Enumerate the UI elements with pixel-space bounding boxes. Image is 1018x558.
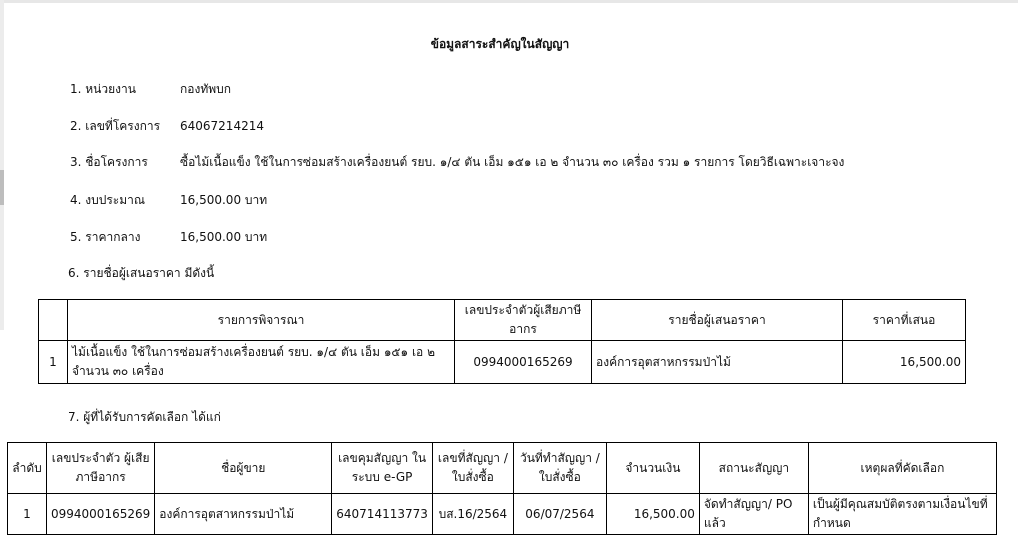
- col-header-bidder: รายชื่อผู้เสนอราคา: [592, 300, 843, 341]
- field-label: 5. ราคากลาง: [70, 230, 141, 244]
- col-header-tax-id: เลขประจำตัว ผู้เสียภาษีอากร: [47, 443, 155, 494]
- col-header-contract-date: วันที่ทำสัญญา / ใบสั่งซื้อ: [513, 443, 606, 494]
- page-title: ข้อมูลสาระสำคัญในสัญญา: [430, 37, 570, 51]
- cell-tax-id: 0994000165269: [455, 341, 592, 384]
- bidders-heading: 6. รายชื่อผู้เสนอราคา มีดังนี้: [68, 266, 215, 280]
- field-project-number: [70, 117, 264, 136]
- cell-contract-date: 06/07/2564: [513, 494, 606, 535]
- winners-table: [7, 442, 997, 535]
- field-value: 16,500.00 บาท: [180, 230, 268, 244]
- field-project-name: [70, 153, 844, 172]
- table-row: [39, 341, 966, 384]
- field-label: 4. งบประมาณ: [70, 193, 146, 207]
- col-header-order: ลำดับ: [8, 443, 47, 494]
- left-edge-marker: [0, 170, 4, 205]
- field-agency: [70, 80, 231, 99]
- bidders-table: [38, 299, 966, 384]
- col-header-item: รายการพิจารณา: [68, 300, 455, 341]
- col-header-egp-number: เลขคุมสัญญา ในระบบ e-GP: [332, 443, 433, 494]
- col-header-contract-number: เลขที่สัญญา / ใบสั่งซื้อ: [432, 443, 513, 494]
- field-median-price: [70, 228, 267, 247]
- cell-item: ไม้เนื้อแข็ง ใช้ในการซ่อมสร้างเครื่องยนต์ รยบ. ๑/๔ ตัน เอ็ม ๑๕๑ เอ ๒ จำนวน ๓๐ เครื่อง: [68, 341, 455, 384]
- cell-egp-number: 640714113773: [332, 494, 433, 535]
- col-header-amount: จำนวนเงิน: [606, 443, 699, 494]
- col-header-reason: เหตุผลที่คัดเลือก: [808, 443, 996, 494]
- field-label: 3. ชื่อโครงการ: [70, 155, 148, 169]
- cell-reason: เป็นผู้มีคุณสมบัติตรงตามเงื่อนไขที่กำหนด: [808, 494, 996, 535]
- cell-vendor: องค์การอุตสาหกรรมป่าไม้: [155, 494, 332, 535]
- field-value: 64067214214: [180, 119, 264, 133]
- field-value: 16,500.00 บาท: [180, 193, 268, 207]
- field-label: 2. เลขที่โครงการ: [70, 119, 161, 133]
- field-value: ซื้อไม้เนื้อแข็ง ใช้ในการซ่อมสร้างเครื่องยนต์ รยบ. ๑/๔ ตัน เอ็ม ๑๕๑ เอ ๒ จำนวน ๓๐ เครื่อง รวม ๑ รายการ โดยวิธีเฉพาะเจาะจง: [180, 155, 845, 169]
- cell-price: 16,500.00: [843, 341, 966, 384]
- cell-order: 1: [8, 494, 47, 535]
- col-header-price: ราคาที่เสนอ: [843, 300, 966, 341]
- field-budget: [70, 191, 267, 210]
- cell-amount: 16,500.00: [606, 494, 699, 535]
- table-header-row: [8, 443, 997, 494]
- col-header-vendor: ชื่อผู้ขาย: [155, 443, 332, 494]
- cell-index: 1: [39, 341, 68, 384]
- winners-heading: 7. ผู้ที่ได้รับการคัดเลือก ได้แก่: [68, 410, 221, 424]
- col-header-tax-id: เลขประจำตัวผู้เสียภาษีอากร: [455, 300, 592, 341]
- cell-contract-number: บส.16/2564: [432, 494, 513, 535]
- col-header-index: [39, 300, 68, 341]
- field-label: 1. หน่วยงาน: [70, 82, 136, 96]
- table-row: [8, 494, 997, 535]
- top-border: [0, 0, 1018, 3]
- table-header-row: [39, 300, 966, 341]
- col-header-status: สถานะสัญญา: [699, 443, 808, 494]
- cell-bidder: องค์การอุตสาหกรรมป่าไม้: [592, 341, 843, 384]
- cell-status: จัดทำสัญญา/ PO แล้ว: [699, 494, 808, 535]
- field-value: กองทัพบก: [180, 82, 232, 96]
- cell-tax-id: 0994000165269: [47, 494, 155, 535]
